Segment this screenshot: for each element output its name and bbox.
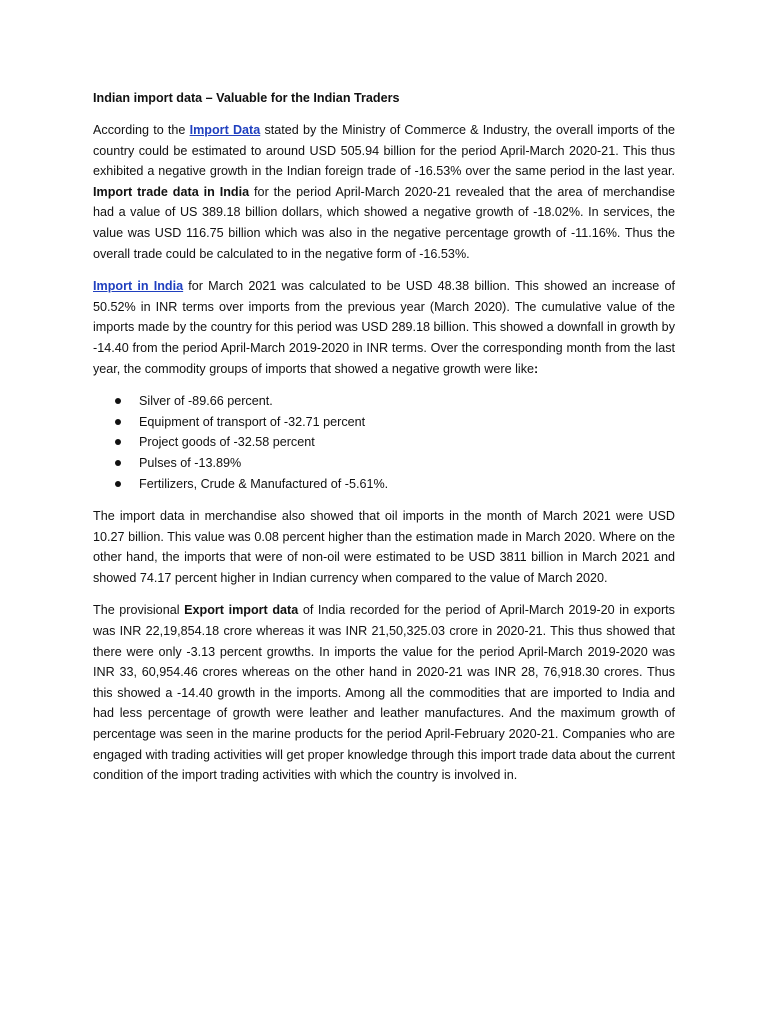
list-item-text: Silver of -89.66 percent. (139, 394, 273, 409)
list-item-text: Fertilizers, Crude & Manufactured of -5.61%. (139, 476, 389, 491)
bullet-icon (115, 419, 121, 425)
paragraph-1-text-a: According to the (93, 123, 190, 137)
paragraph-4-text-b: of India recorded for the period of April-March 2019-20 in exports was INR 22,19,854.18 crore whereas it was INR 21,50,325.03 crore in 2020-21. This thus showed that there were only -3.13 percent growths. In imports the value for the period April-March 2019-2020 was INR 33, 60,954.46 crores whereas on the other hand in 2020-21 was INR 28, 76,918.30 crores. Thus this showed a -14.40 growth in the imports. Among all the commodities that are imported to India and had less percentage of growth were leather and leather manufactures. And the maximum growth of percentage was seen in the marine products for the period April-February 2020-21. Companies who are engaged with trading activities will get proper knowledge through this import trade data about the current condition of the import trading activities with which the country is involved in. (93, 603, 675, 783)
list-item (115, 453, 675, 474)
list-item (115, 391, 675, 412)
paragraph-4-bold: Export import data (184, 603, 299, 618)
paragraph-1-bold: Import trade data in India (93, 184, 250, 199)
import-in-india-link[interactable]: Import in India (93, 279, 184, 294)
paragraph-1-text-b: stated by the Ministry of Commerce & Industry, the overall imports of the country could be estimated to around USD 505.94 billion for the period April-March 2020-21. This thus exhibited a negative growth in the Indian foreign trade of -16.53% over the same period in the last year. (93, 123, 675, 179)
document-page (93, 88, 675, 798)
paragraph-2 (93, 276, 675, 379)
bullet-icon (115, 481, 121, 487)
bullet-icon (115, 439, 121, 445)
paragraph-1 (93, 120, 675, 264)
paragraph-1-text-c: for the period April-March 2020-21 revealed that the area of merchandise had a value of US 389.18 billion dollars, which showed a negative growth of -18.02%. In services, the value was USD 116.75 billion which was also in the negative percentage growth of -11.16%. Thus the overall trade could be calculated to in the negative form of -16.53%. (93, 184, 676, 261)
bullet-icon (115, 398, 121, 404)
list-item-text: Pulses of -13.89% (139, 455, 242, 470)
import-data-link[interactable]: Import Data (189, 123, 261, 137)
list-item-text: Project goods of -32.58 percent (139, 435, 315, 450)
paragraph-3: The import data in merchandise also showed that oil imports in the month of March 2021 were USD 10.27 billion. This value was 0.08 percent higher than the estimation made in March 2020. Where on the other hand, the imports that were of non-oil were estimated to be USD 3811 billion in March 2021 and showed 74.17 percent higher in Indian currency when compared to the value of March 2020. (93, 509, 675, 585)
paragraph-4-text-a: The provisional (93, 603, 185, 618)
commodity-list (93, 391, 675, 494)
list-item (115, 412, 675, 433)
list-item (115, 474, 675, 495)
paragraph-2-colon: : (534, 361, 539, 376)
paragraph-2-text: for March 2021 was calculated to be USD 48.38 billion. This showed an increase of 50.52% in INR terms over imports from the previous year (March 2020). The cumulative value of the imports made by the country for this period was USD 289.18 billion. This showed a downfall in growth by -14.40 from the period April-March 2019-2020 in INR terms. Over the corresponding month from the last year, the commodity groups of imports that showed a negative growth were like (93, 279, 675, 376)
document-title: Indian import data – Valuable for the Indian Traders (93, 91, 400, 105)
paragraph-4 (93, 600, 675, 785)
bullet-icon (115, 460, 121, 466)
list-item-text: Equipment of transport of -32.71 percent (139, 414, 366, 429)
list-item (115, 432, 675, 453)
